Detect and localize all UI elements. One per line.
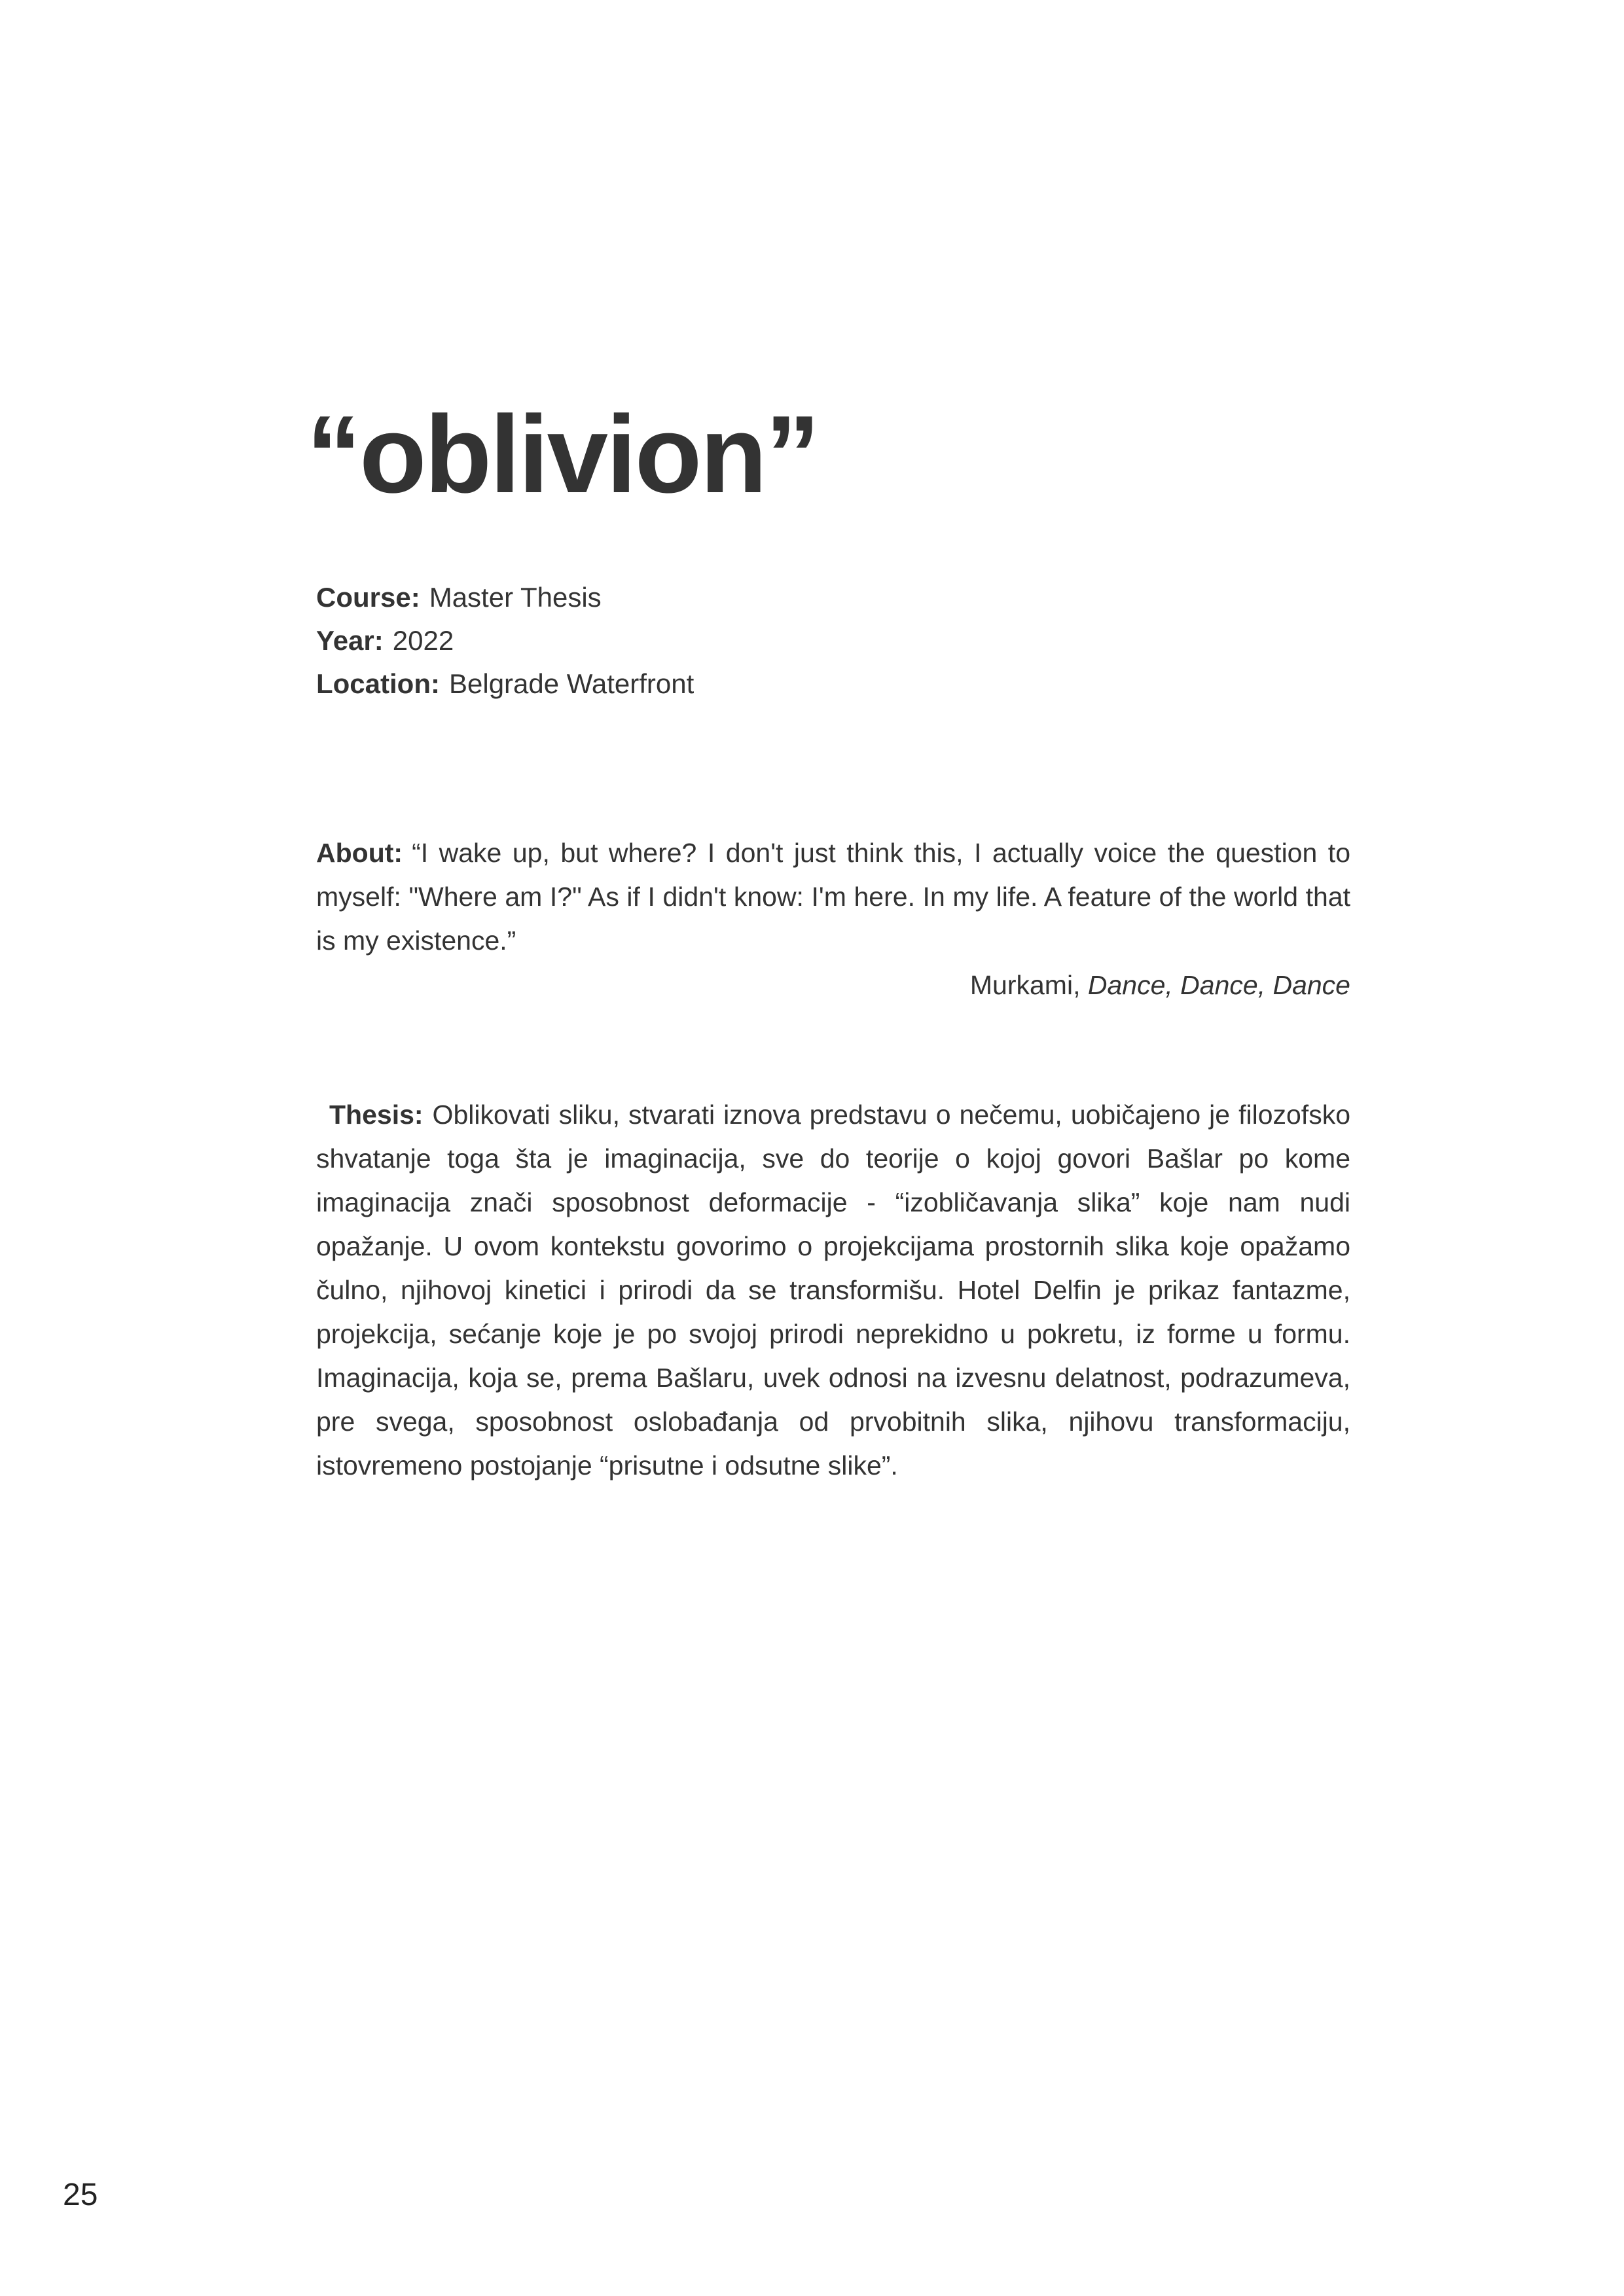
course-label: Course: — [316, 582, 420, 613]
quote-attribution — [316, 963, 1350, 1007]
about-paragraph — [316, 831, 1350, 963]
year-value: 2022 — [392, 625, 454, 656]
thesis-paragraph — [316, 1093, 1350, 1488]
course-row — [316, 576, 694, 619]
attribution-author: Murkami, — [969, 970, 1081, 1000]
year-label: Year: — [316, 625, 384, 656]
about-label: About: — [316, 838, 403, 868]
attribution-work: Dance, Dance, Dance — [1087, 970, 1350, 1000]
thesis-text: Oblikovati sliku, stvarati iznova predstavu o nečemu, uobičajeno je filozofsko shvatanje toga šta je imaginacija, sve do teorije o kojoj govori Bašlar po kome imaginacija znači sposobnost deformacije - “izobličavanja slika” koje nam nudi opažanje. U ovom kontekstu govorimo o projekcijama prostornih slika koje opažamo čulno, njihovoj kinetici i prirodi da se transformišu. Hotel Delfin je prikaz fantazme, projekcija, sećanje koje je po svojoj prirodi neprekidno u pokretu, iz forme u formu. Imaginacija, koja se, prema Bašlaru, uvek odnosi na izvesnu delatnost, podrazumeva, pre svega, sposobnost oslobađanja od prvobitnih slika, njihovu transformaciju, istovremeno postojanje “prisutne i odsutne slike”. — [316, 1100, 1350, 1480]
thesis-label: Thesis: — [329, 1100, 424, 1130]
page-title: “oblivion” — [306, 393, 818, 516]
location-row — [316, 662, 694, 706]
year-row — [316, 619, 694, 662]
about-quote: “I wake up, but where? I don't just think this, I actually voice the question to myself: "Where am I?" As if I didn't know: I'm here. In my life. A feature of the world that is my existence.” — [316, 838, 1350, 956]
location-label: Location: — [316, 668, 440, 699]
location-value: Belgrade Waterfront — [448, 668, 695, 699]
project-meta — [316, 576, 694, 706]
page-number: 25 — [63, 2178, 98, 2212]
course-value: Master Thesis — [429, 582, 602, 613]
